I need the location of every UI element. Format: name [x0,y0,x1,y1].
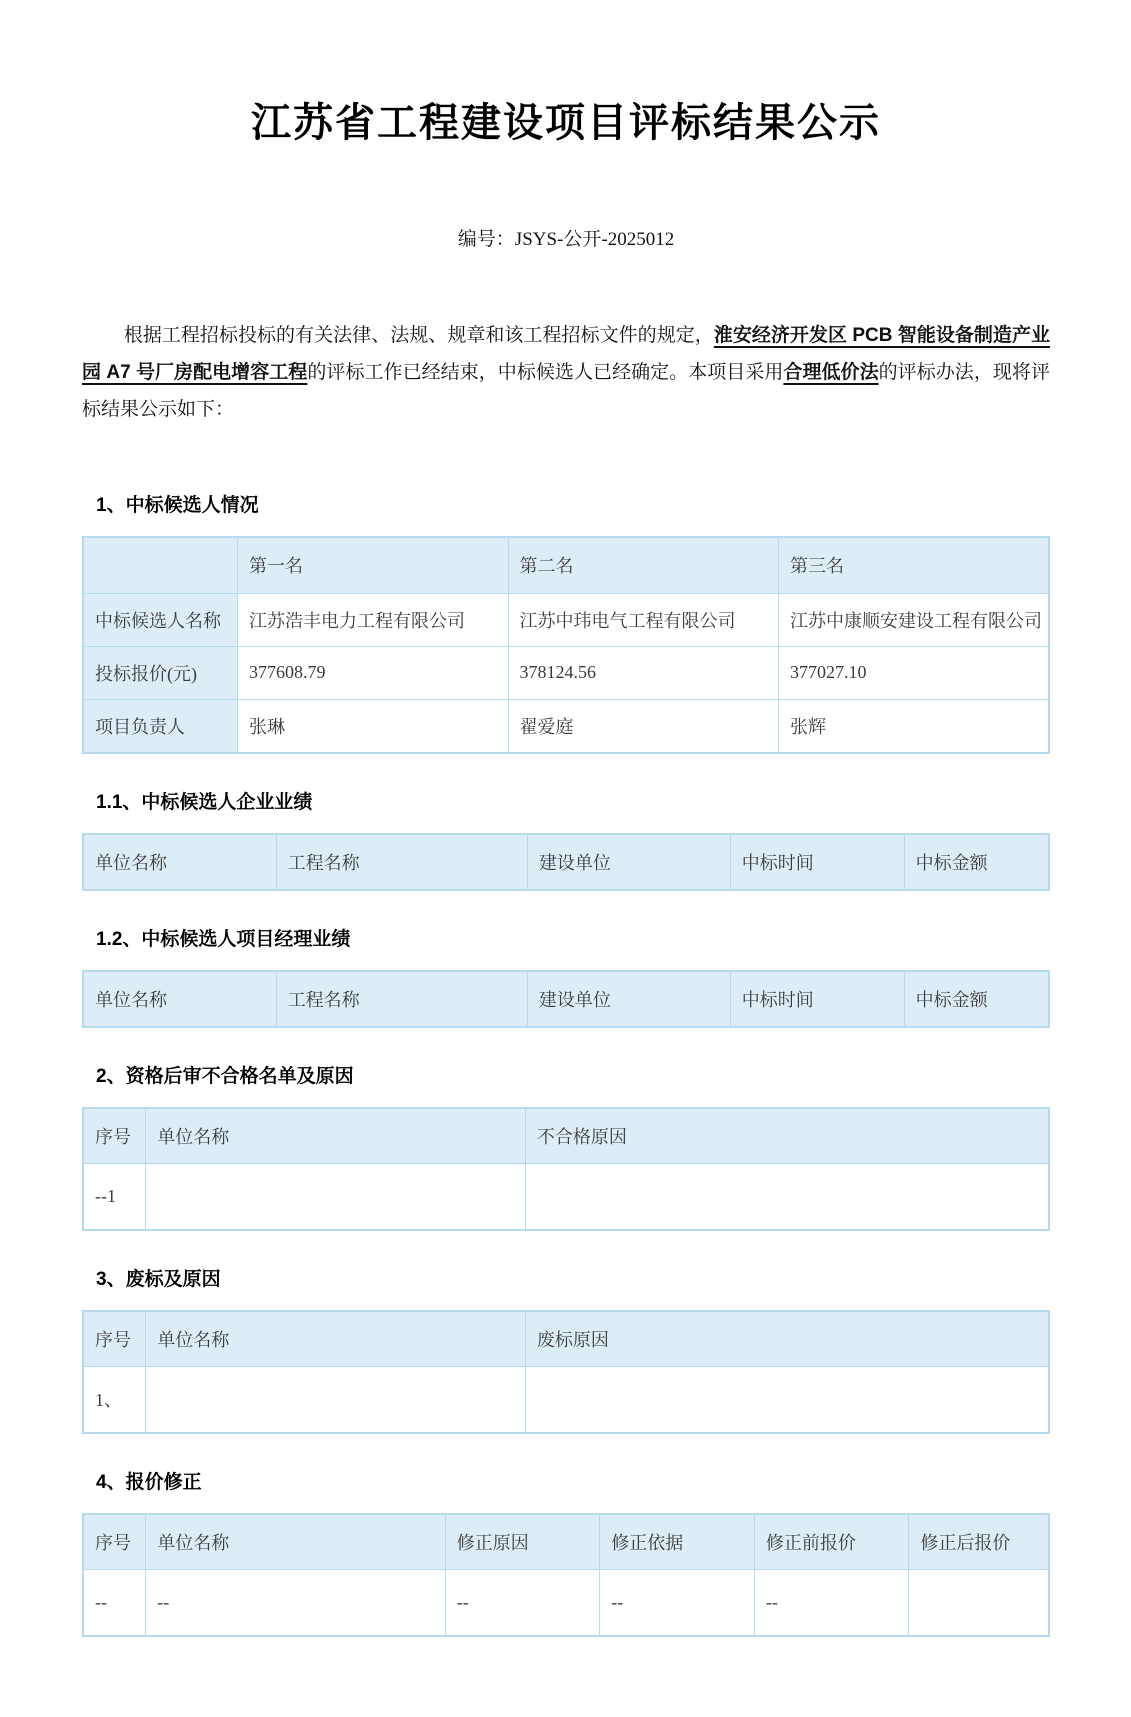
rank-1-header-cell: 第一名 [238,537,508,593]
unit-name-cell: -- [146,1570,445,1636]
project-name-emphasis: 淮安经济开发区 PCB 智能设备制造产业园 A7 号厂房配电增容工程 [82,325,1050,383]
unit-name-header-cell: 单位名称 [146,1311,526,1367]
rejected-reason-cell [525,1367,1049,1433]
unit-name-header-cell: 单位名称 [83,971,276,1027]
intro-paragraph [82,317,1050,428]
candidate-2-manager-cell: 翟爱庭 [508,699,778,753]
seq-header-cell: 序号 [83,1108,146,1164]
enterprise-performance-header-row [83,834,1049,890]
price-after-cell [909,1570,1049,1636]
intro-segment-1: 根据工程招标投标的有关法律、法规、规章和该工程招标文件的规定， [123,325,714,346]
enterprise-performance-table [82,833,1050,891]
candidate-3-manager-cell: 张辉 [778,699,1049,753]
evaluation-method-emphasis: 合理低价法 [783,362,879,383]
unit-name-header-cell: 单位名称 [146,1514,445,1570]
section-3-heading: 3、废标及原因 [96,1268,221,1290]
section-2-heading: 2、资格后审不合格名单及原因 [96,1065,354,1087]
page-title: 江苏省工程建设项目评标结果公示 [251,100,881,145]
section-1-1-heading: 1.1、中标候选人企业业绩 [96,791,313,813]
unqualified-table [82,1107,1050,1231]
rejected-reason-header-cell: 废标原因 [525,1311,1049,1367]
row-label-cell: 中标候选人名称 [83,593,238,646]
award-amount-header-cell: 中标金额 [904,834,1049,890]
candidate-1-manager-cell: 张琳 [238,699,508,753]
price-before-header-cell: 修正前报价 [754,1514,909,1570]
unit-name-header-cell: 单位名称 [83,834,276,890]
bid-price-row [83,646,1049,699]
candidates-header-row [83,537,1049,593]
correction-basis-header-cell: 修正依据 [600,1514,755,1570]
manager-performance-header-row [83,971,1049,1027]
manager-performance-table [82,970,1050,1028]
seq-header-cell: 序号 [83,1311,146,1367]
row-label-cell: 投标报价(元) [83,646,238,699]
award-time-header-cell: 中标时间 [730,971,904,1027]
candidate-2-name-cell: 江苏中玮电气工程有限公司 [508,593,778,646]
candidate-3-price-cell: 377027.10 [778,646,1049,699]
unit-name-cell [146,1367,526,1433]
unit-name-cell [146,1164,526,1230]
correction-reason-header-cell: 修正原因 [445,1514,600,1570]
unit-name-header-cell: 单位名称 [146,1108,526,1164]
rank-2-header-cell: 第二名 [508,537,778,593]
rejected-bid-table [82,1310,1050,1434]
price-before-cell: -- [754,1570,909,1636]
price-correction-data-row [83,1570,1049,1636]
doc-number: 编号：JSYS-公开-2025012 [457,229,675,250]
unqualified-reason-cell [525,1164,1049,1230]
construction-unit-header-cell: 建设单位 [527,834,730,890]
price-after-header-cell: 修正后报价 [909,1514,1049,1570]
award-time-header-cell: 中标时间 [730,834,904,890]
construction-unit-header-cell: 建设单位 [527,971,730,1027]
candidate-1-name-cell: 江苏浩丰电力工程有限公司 [238,593,508,646]
section-1-2-heading: 1.2、中标候选人项目经理业绩 [96,928,351,950]
seq-cell: 1、 [83,1367,146,1433]
rejected-bid-data-row [83,1367,1049,1433]
candidate-1-price-cell: 377608.79 [238,646,508,699]
correction-reason-cell: -- [445,1570,600,1636]
seq-cell: -- [83,1570,146,1636]
candidate-name-row [83,593,1049,646]
correction-basis-cell: -- [600,1570,755,1636]
unqualified-header-row [83,1108,1049,1164]
unqualified-reason-header-cell: 不合格原因 [525,1108,1049,1164]
rank-3-header-cell: 第三名 [778,537,1049,593]
seq-cell: --1 [83,1164,146,1230]
candidates-table [82,536,1050,754]
row-label-cell: 项目负责人 [83,699,238,753]
price-correction-header-row [83,1514,1049,1570]
project-name-header-cell: 工程名称 [276,834,527,890]
corner-cell [83,537,238,593]
candidate-3-name-cell: 江苏中康顺安建设工程有限公司 [778,593,1049,646]
project-manager-row [83,699,1049,753]
price-correction-table [82,1513,1050,1637]
project-name-header-cell: 工程名称 [276,971,527,1027]
intro-segment-2: 的评标工作已经结束，中标候选人已经确定。本项目采用 [307,362,784,383]
unqualified-data-row [83,1164,1049,1230]
award-amount-header-cell: 中标金额 [904,971,1049,1027]
intro-segment-3: 的评标办法，现将评标结果公示如下： [82,362,1050,420]
seq-header-cell: 序号 [83,1514,146,1570]
candidate-2-price-cell: 378124.56 [508,646,778,699]
section-1-heading: 1、中标候选人情况 [96,495,259,516]
rejected-bid-header-row [83,1311,1049,1367]
section-4-heading: 4、报价修正 [96,1471,202,1493]
